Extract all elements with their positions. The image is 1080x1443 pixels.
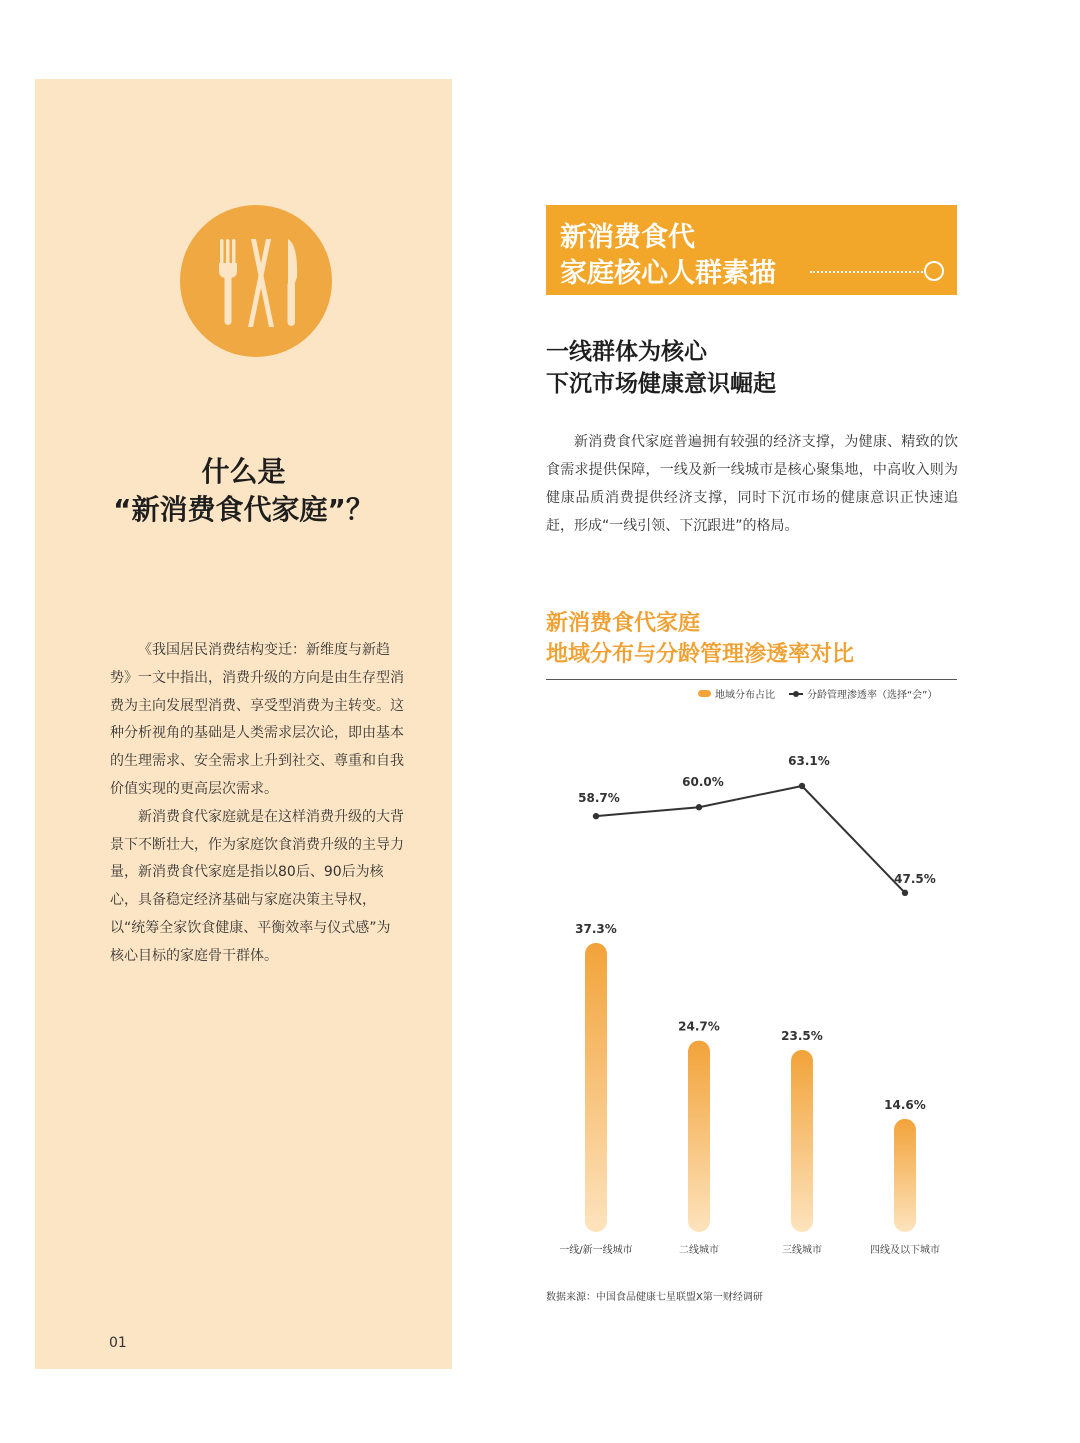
bar-4 (894, 1119, 916, 1232)
data-source: 数据来源：中国食品健康七星联盟X第一财经调研 (546, 1292, 763, 1303)
subtitle-line1: 一线群体为核心 (546, 339, 707, 365)
banner-title-line1: 新消费食代 (560, 222, 695, 253)
line-value-label-4: 47.5% (894, 871, 936, 886)
line-point-3 (799, 783, 805, 789)
left-heading (35, 453, 452, 529)
banner-title-line2: 家庭核心人群素描 (560, 258, 776, 289)
legend-line-label: 分龄管理渗透率（选择“会”） (807, 690, 938, 701)
left-paragraph-2: 新消费食代家庭就是在这样消费升级的大背景下不断壮大，作为家庭饮食消费升级的主导力量，新消费食代家庭是指以80后、90后为核心，具备稳定经济基础与家庭决策主导权，以“统筹全家饮食健康、平衡效率与仪式感”为核心目标的家庭骨干群体。 (110, 808, 404, 964)
penetration-line (596, 786, 905, 893)
utensils-icon (180, 205, 332, 357)
chart-legend (698, 686, 937, 700)
legend-bar-label: 地域分布占比 (715, 690, 775, 701)
bar-value-label-2: 24.7% (678, 1019, 720, 1034)
bar-3 (791, 1050, 813, 1232)
chart-title (546, 608, 854, 670)
line-value-label-1: 58.7% (578, 791, 620, 806)
x-tick-label-4: 四线及以下城市 (870, 1245, 940, 1256)
x-tick-label-2: 二线城市 (679, 1245, 719, 1256)
combo-chart (540, 705, 960, 1265)
bar-2 (688, 1041, 710, 1232)
bar-value-label-3: 23.5% (781, 1028, 823, 1043)
bar-value-label-4: 14.6% (884, 1097, 926, 1112)
ring-icon (924, 261, 944, 281)
line-point-4 (902, 890, 908, 896)
bar-1 (585, 943, 607, 1232)
line-point-2 (696, 804, 702, 810)
right-paragraph: 新消费食代家庭普遍拥有较强的经济支撑，为健康、精致的饮食需求提供保障，一线及新一线城市是核心聚集地，中高收入则为健康品质消费提供经济支撑，同时下沉市场的健康意识正快速追赶，形成“一线引领、下沉跟进”的格局。 (546, 434, 958, 534)
line-value-label-3: 63.1% (788, 754, 830, 768)
subtitle-line2: 下沉市场健康意识崛起 (546, 371, 776, 397)
left-heading-line1: 什么是 (201, 455, 286, 488)
right-body-text (546, 428, 958, 540)
section-subtitle (546, 336, 776, 400)
banner-dotted-line (810, 271, 923, 273)
left-heading-line2: “新消费食代家庭”？ (113, 493, 374, 526)
legend-bar-swatch (698, 690, 711, 697)
section-banner (546, 205, 957, 295)
chart-title-line2: 地域分布与分龄管理渗透率对比 (546, 642, 855, 667)
left-body-text (110, 637, 404, 971)
x-tick-label-1: 一线/新一线城市 (559, 1245, 633, 1256)
left-paragraph-1: 《我国居民消费结构变迁：新维度与新趋势》一文中指出，消费升级的方向是由生存型消费为主向发展型消费、享受型消费为主转变。这种分析视角的基础是人类需求层次论，即由基本的生理需求、安全需求上升到社交、尊重和自我价值实现的更高层次需求。 (110, 642, 404, 797)
page-number: 01 (109, 1335, 127, 1351)
left-panel (35, 79, 452, 1369)
chart-divider (546, 679, 957, 680)
legend-line-swatch (789, 689, 803, 699)
bar-value-label-1: 37.3% (575, 921, 617, 936)
line-value-label-2: 60.0% (682, 775, 724, 790)
line-point-1 (593, 813, 599, 819)
chart-title-line1: 新消费食代家庭 (546, 611, 701, 636)
x-tick-label-3: 三线城市 (782, 1245, 822, 1256)
